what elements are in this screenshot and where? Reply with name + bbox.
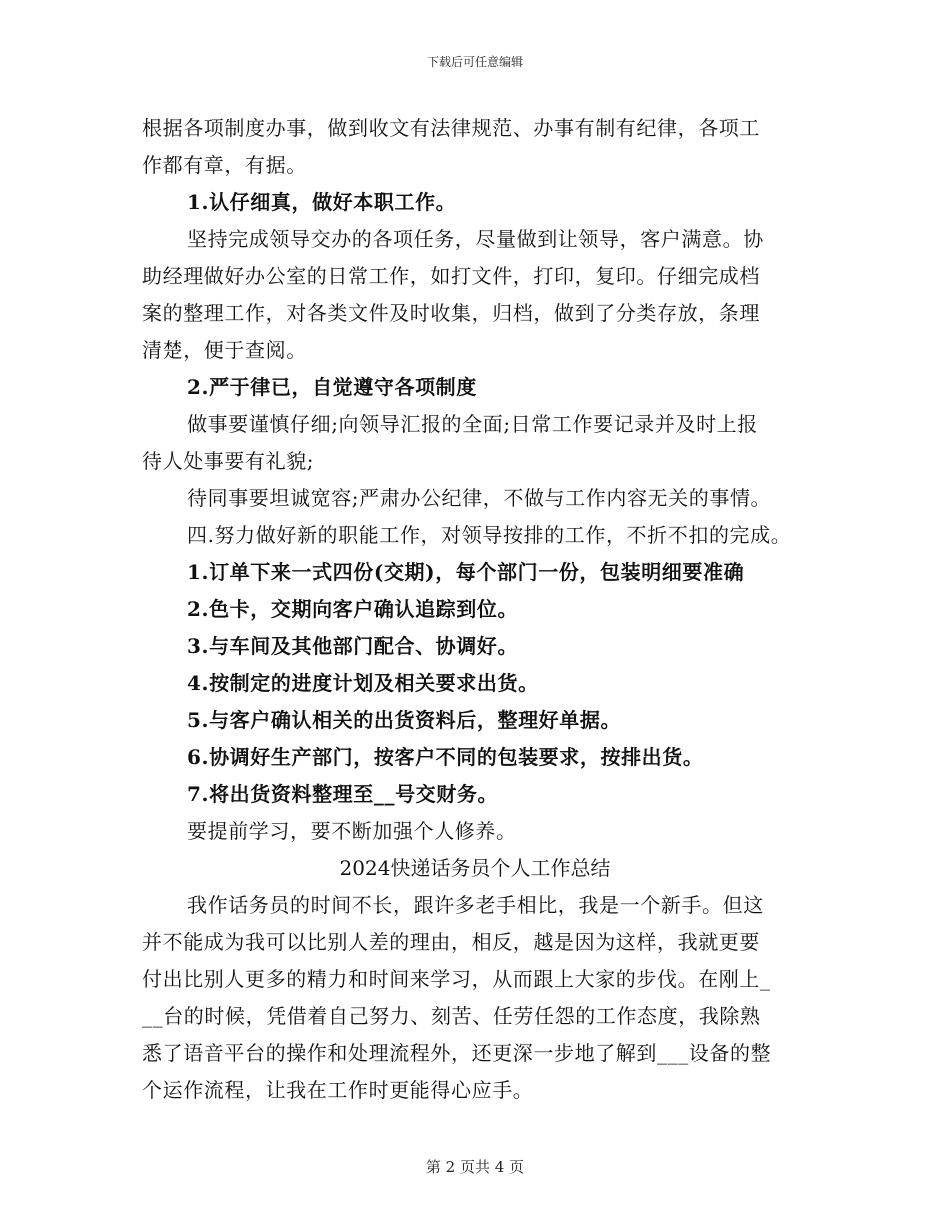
paragraph-line: 我作话务员的时间不长，跟许多老手相比，我是一个新手。但这 [187, 893, 764, 917]
paragraph-line: 要提前学习，要不断加强个人修养。 [187, 819, 517, 843]
paragraph-line: 坚持完成领导交办的各项任务，尽量做到让领导，客户满意。协 [187, 227, 764, 251]
paragraph-line: 待人处事要有礼貌; [142, 449, 315, 473]
list-item: 2.色卡，交期向客户确认追踪到位。 [187, 597, 519, 621]
list-item: 1.订单下来一式四份(交期)，每个部门一份，包装明细要准确 [187, 560, 745, 584]
page-header: 下载后可任意编辑 [426, 55, 523, 69]
list-item: 4.按制定的进度计划及相关要求出货。 [187, 671, 539, 695]
paragraph-line: 付出比别人更多的精力和时间来学习，从而跟上大家的步伐。在刚上_ [142, 967, 771, 991]
heading-line: 1.认仔细真，做好本职工作。 [187, 190, 457, 214]
paragraph-line: 清楚，便于查阅。 [142, 338, 307, 362]
paragraph-line: 作都有章，有据。 [142, 153, 307, 177]
heading-line: 2.严于律已，自觉遵守各项制度 [187, 375, 477, 399]
paragraph-line: 个运作流程，让我在工作时更能得心应手。 [142, 1078, 534, 1102]
paragraph-line: 四.努力做好新的职能工作，对领导按排的工作，不折不扣的完成。 [187, 523, 792, 547]
paragraph-line: 待同事要坦诚宽容;严肃办公纪律，不做与工作内容无关的事情。 [187, 486, 772, 510]
paragraph-line: 根据各项制度办事，做到收文有法律规范、办事有制有纪律，各项工 [142, 116, 760, 140]
page-footer: 第 2 页共 4 页 [425, 1158, 525, 1176]
list-item: 7.将出货资料整理至__号交财务。 [187, 782, 499, 806]
paragraph-line: 悉了语音平台的操作和处理流程外，还更深一步地了解到___设备的整 [142, 1041, 772, 1065]
paragraph-line: 案的整理工作，对各类文件及时收集，归档，做到了分类存放，条理 [142, 301, 760, 325]
list-item: 3.与车间及其他部门配合、协调好。 [187, 634, 519, 658]
list-item: 6.协调好生产部门，按客户不同的包装要求，按排出货。 [187, 745, 704, 769]
paragraph-line: 并不能成为我可以比别人差的理由，相反，越是因为这样，我就更要 [142, 930, 760, 954]
paragraph-line: __台的时候，凭借着自己努力、刻苦、任劳任怨的工作态度，我除熟 [142, 1004, 761, 1028]
list-item: 5.与客户确认相关的出货资料后，整理好单据。 [187, 708, 622, 732]
section-title: 2024快递话务员个人工作总结 [339, 856, 611, 880]
paragraph-line: 做事要谨慎仔细;向领导汇报的全面;日常工作要记录并及时上报 [187, 412, 758, 436]
paragraph-line: 助经理做好办公室的日常工作，如打文件，打印，复印。仔细完成档 [142, 264, 760, 288]
